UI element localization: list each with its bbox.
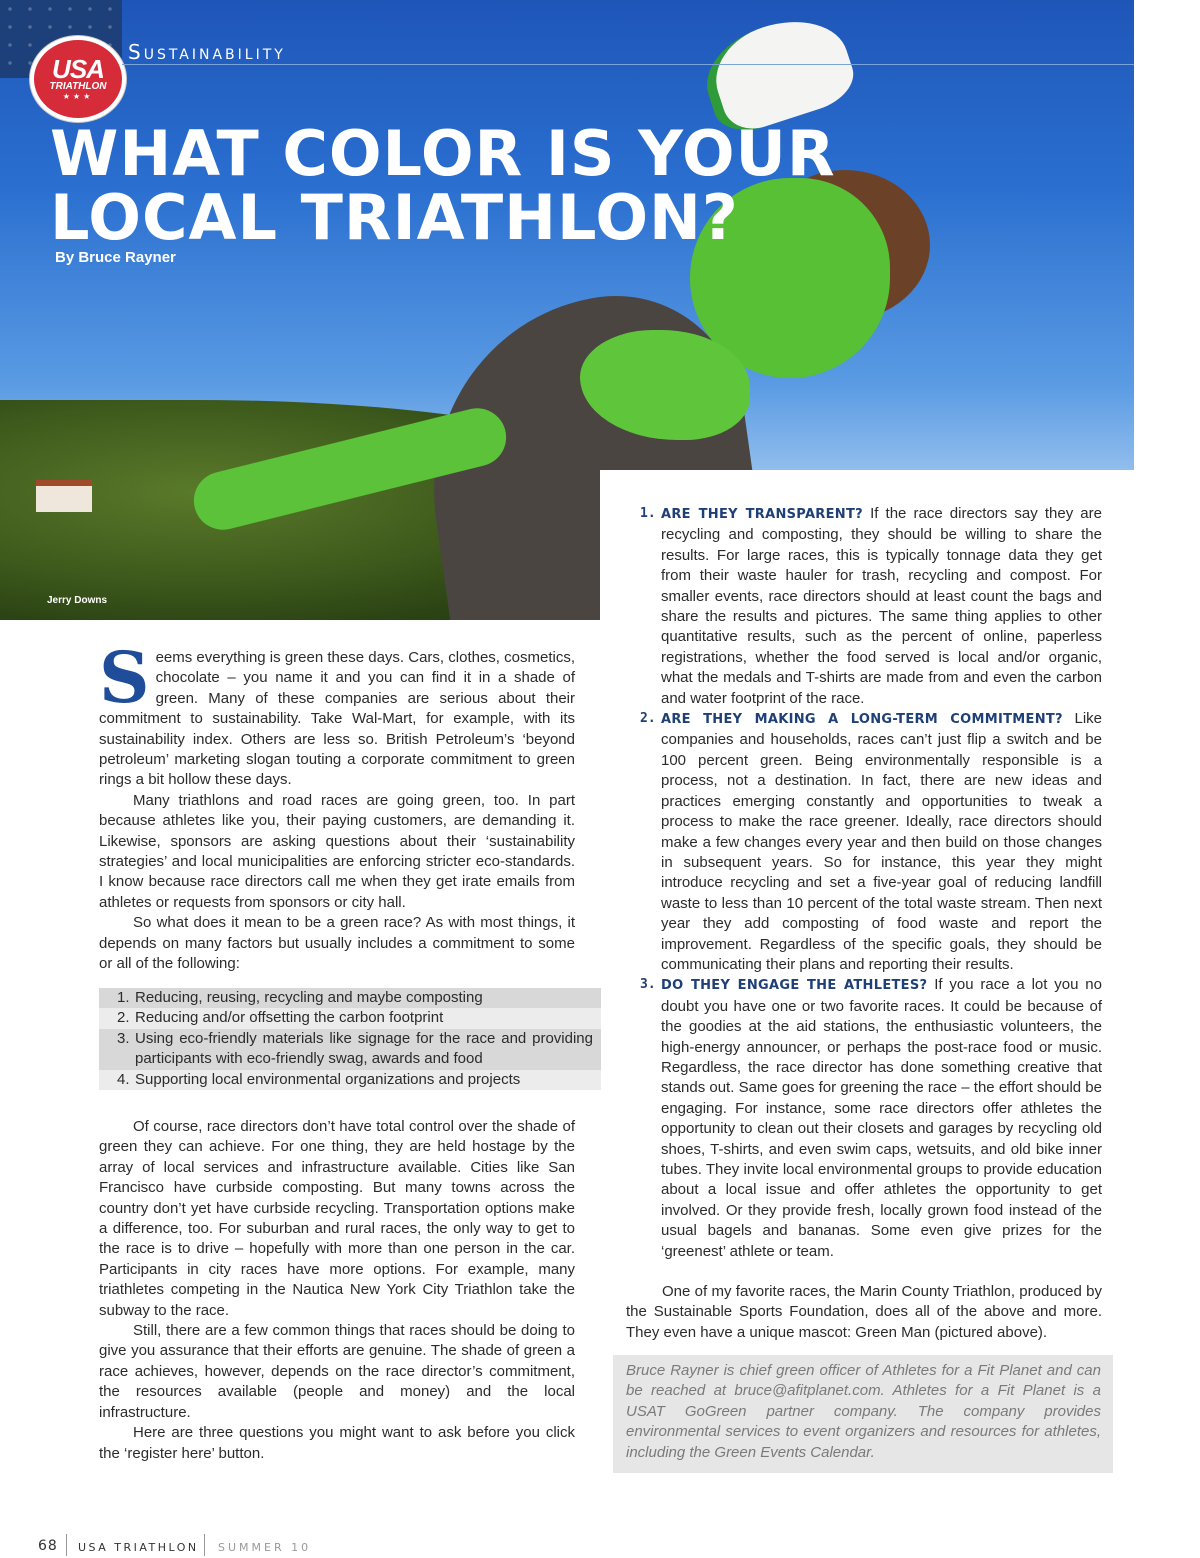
magazine-name: USA TRIATHLON xyxy=(78,1541,199,1554)
paragraph-5: Still, there are a few common things that races should be doing to give you assurance that their efforts are genuine. The shade of green a race achieves, however, depends on the race director’s commitment, the resources available (people and money) and the local infrastructure. xyxy=(99,1322,575,1421)
list-item xyxy=(99,1008,601,1028)
logo-stars: ★★★ xyxy=(62,92,94,101)
paragraph-1 xyxy=(99,636,575,791)
question-heading: ARE THEY MAKING A LONG-TERM COMMITMENT? xyxy=(661,712,1063,728)
title-line-1: WHAT COLOR IS YOUR xyxy=(50,117,836,190)
question-heading: DO THEY ENGAGE THE ATHLETES? xyxy=(661,978,928,994)
left-column-intro xyxy=(99,636,575,975)
logo-usa-text: USA xyxy=(52,54,104,84)
byline: By Bruce Rayner xyxy=(55,249,176,266)
list-item xyxy=(99,988,601,1008)
closing-paragraph: One of my favorite races, the Marin County Triathlon, produced by the Sustainable Sports Foundation, does all of the above and more. They even have a unique mascot: Green Man (pictured above). xyxy=(626,1283,1102,1341)
issue-label: SUMMER 10 xyxy=(218,1541,312,1554)
list-item xyxy=(99,1029,601,1070)
paragraph-1-text: eems everything is green these days. Cars, clothes, cosmetics, chocolate – you name it and you can find it in a shade of green. Many of these companies are serious about their commitment to sustainability. Take Wal-Mart, for example, with its sustainability index. Others are less so. British Petroleum’s ‘beyond petroleum’ marketing slogan touting a corporate commitment to green rings a bit hollow these days. xyxy=(99,649,575,789)
list-text: Supporting local environmental organizations and projects xyxy=(135,1070,521,1088)
logo-triathlon-text: TRIATHLON xyxy=(49,81,107,92)
question-body xyxy=(661,975,1102,1262)
drop-cap: S xyxy=(99,636,150,719)
question-body xyxy=(661,504,1102,709)
list-number: 4. xyxy=(117,1070,130,1088)
title-line-2: LOCAL TRIATHLON? xyxy=(50,181,739,254)
question-text: If you race a lot you no doubt you have one or two favorite races. It could be because of the goodies at the aid stations, the enthusiastic volunteers, the high-energy announcer, or perhaps the post-race food or music. Regardless, the race director has done something creative that stands out. Same goes for greening the race – the effort should be engaging. For instance, some race directors offer athletes the opportunity to clean out their closets and garages by recycling old shoes, T-shirts, and even swim caps, wetsuits, and old bike inner tubes. They invite local environmental groups to provide education about a local issue and offer athletes the opportunity to get involved. Or they provide fresh, locally grown food instead of the usual bagels and bananas. Some even give prizes for the ‘greenest’ athlete or team. xyxy=(661,976,1102,1260)
article-title xyxy=(50,117,836,254)
paragraph-3: So what does it mean to be a green race? As with most things, it depends on many factors but usually includes a commitment to some or all of the following: xyxy=(99,914,575,973)
section-label: Sustainability xyxy=(128,40,286,64)
footer-divider xyxy=(204,1534,205,1556)
paragraph-2: Many triathlons and road races are going green, too. In part because athletes like you, their paying customers, are demanding it. Likewise, sponsors are asking questions about their ‘sustainability strategies’ and local municipalities are enforcing stricter eco-standards. I know because race directors call me when they get irate emails from athletes or requests from sponsors or city hall. xyxy=(99,791,575,911)
page-number: 68 xyxy=(38,1538,58,1554)
green-race-list xyxy=(99,988,601,1090)
right-column-questions xyxy=(626,504,1102,1343)
question-number: 2. xyxy=(640,711,656,727)
list-number: 2. xyxy=(117,1009,130,1027)
list-text: Reducing and/or offsetting the carbon footprint xyxy=(135,1009,444,1027)
list-item xyxy=(99,1070,601,1090)
question-body xyxy=(661,709,1102,975)
section-divider xyxy=(122,64,1134,65)
question-text: If the race directors say they are recycling and composting, they should be willing to share the results. For large races, this is typically tonnage data they get from their waste hauler for trash, recycling and compost. For smaller events, race directors should at least count the bags and share the results and pictures. The same thing applies to other quantitative results, such as the percent of online, paperless registrations, whether the food served is local and/or organic, what the medals and T-shirts are made from and even the carbon and water footprint of the race. xyxy=(661,505,1102,707)
question-item xyxy=(626,709,1102,975)
list-number: 1. xyxy=(117,989,130,1006)
question-number: 1. xyxy=(640,506,656,521)
question-heading: ARE THEY TRANSPARENT? xyxy=(661,507,863,522)
list-text: Using eco-friendly materials like signage for the race and providing participants with eco-friendly swag, awards and food xyxy=(135,1029,593,1068)
author-bio-box: Bruce Rayner is chief green officer of Athletes for a Fit Planet and can be reached at bruce@afitplanet.com. Athletes for a Fit Planet is a USAT GoGreen partner company. The company provides environmental services to event organizers and resources for athletes, including the Green Events Calendar. xyxy=(613,1355,1113,1473)
question-text: Like companies and households, races can’t just flip a switch and be 100 percent green. Being environmentally responsible is a process, not a destination. In fact, there are new ideas and practices emerging constantly and opportunities to tweak a process to make the race greener. Ideally, race directors should make a few changes every year and then build on those changes in subsequent years. So for instance, this year they might introduce recycling and set a five-year goal of reducing landfill waste to less than 10 percent of the total waste stream. Then next year they add composting of food waste and report the improvement. Regardless of the specific goals, they should be communicating their plans and reporting their results. xyxy=(661,710,1103,973)
paragraph-4: Of course, race directors don’t have total control over the shade of green they can achieve. For one thing, they are held hostage by the array of local services and infrastructure available. Cities like San Francisco have curbside composting. But many towns across the country don’t yet have curbside recycling. Transportation options make a difference, too. For suburban and rural races, the only way to get to the race is to drive – hopefully with more than one person in the car. Participants in city races have more options. For example, many triathletes competing in the Nautica New York City Triathlon take the subway to the race. xyxy=(99,1118,575,1319)
left-column-continued xyxy=(99,1117,575,1464)
photo-credit: Jerry Downs xyxy=(47,595,108,606)
question-item xyxy=(626,504,1102,709)
paragraph-6: Here are three questions you might want to ask before you click the ‘register here’ button. xyxy=(99,1424,575,1462)
list-number: 3. xyxy=(117,1029,130,1047)
question-number: 3. xyxy=(640,977,656,993)
footer-divider xyxy=(66,1534,67,1556)
question-item xyxy=(626,975,1102,1262)
hillside-house xyxy=(36,480,92,512)
list-text: Reducing, reusing, recycling and maybe composting xyxy=(135,989,483,1006)
usa-triathlon-logo xyxy=(30,36,126,122)
